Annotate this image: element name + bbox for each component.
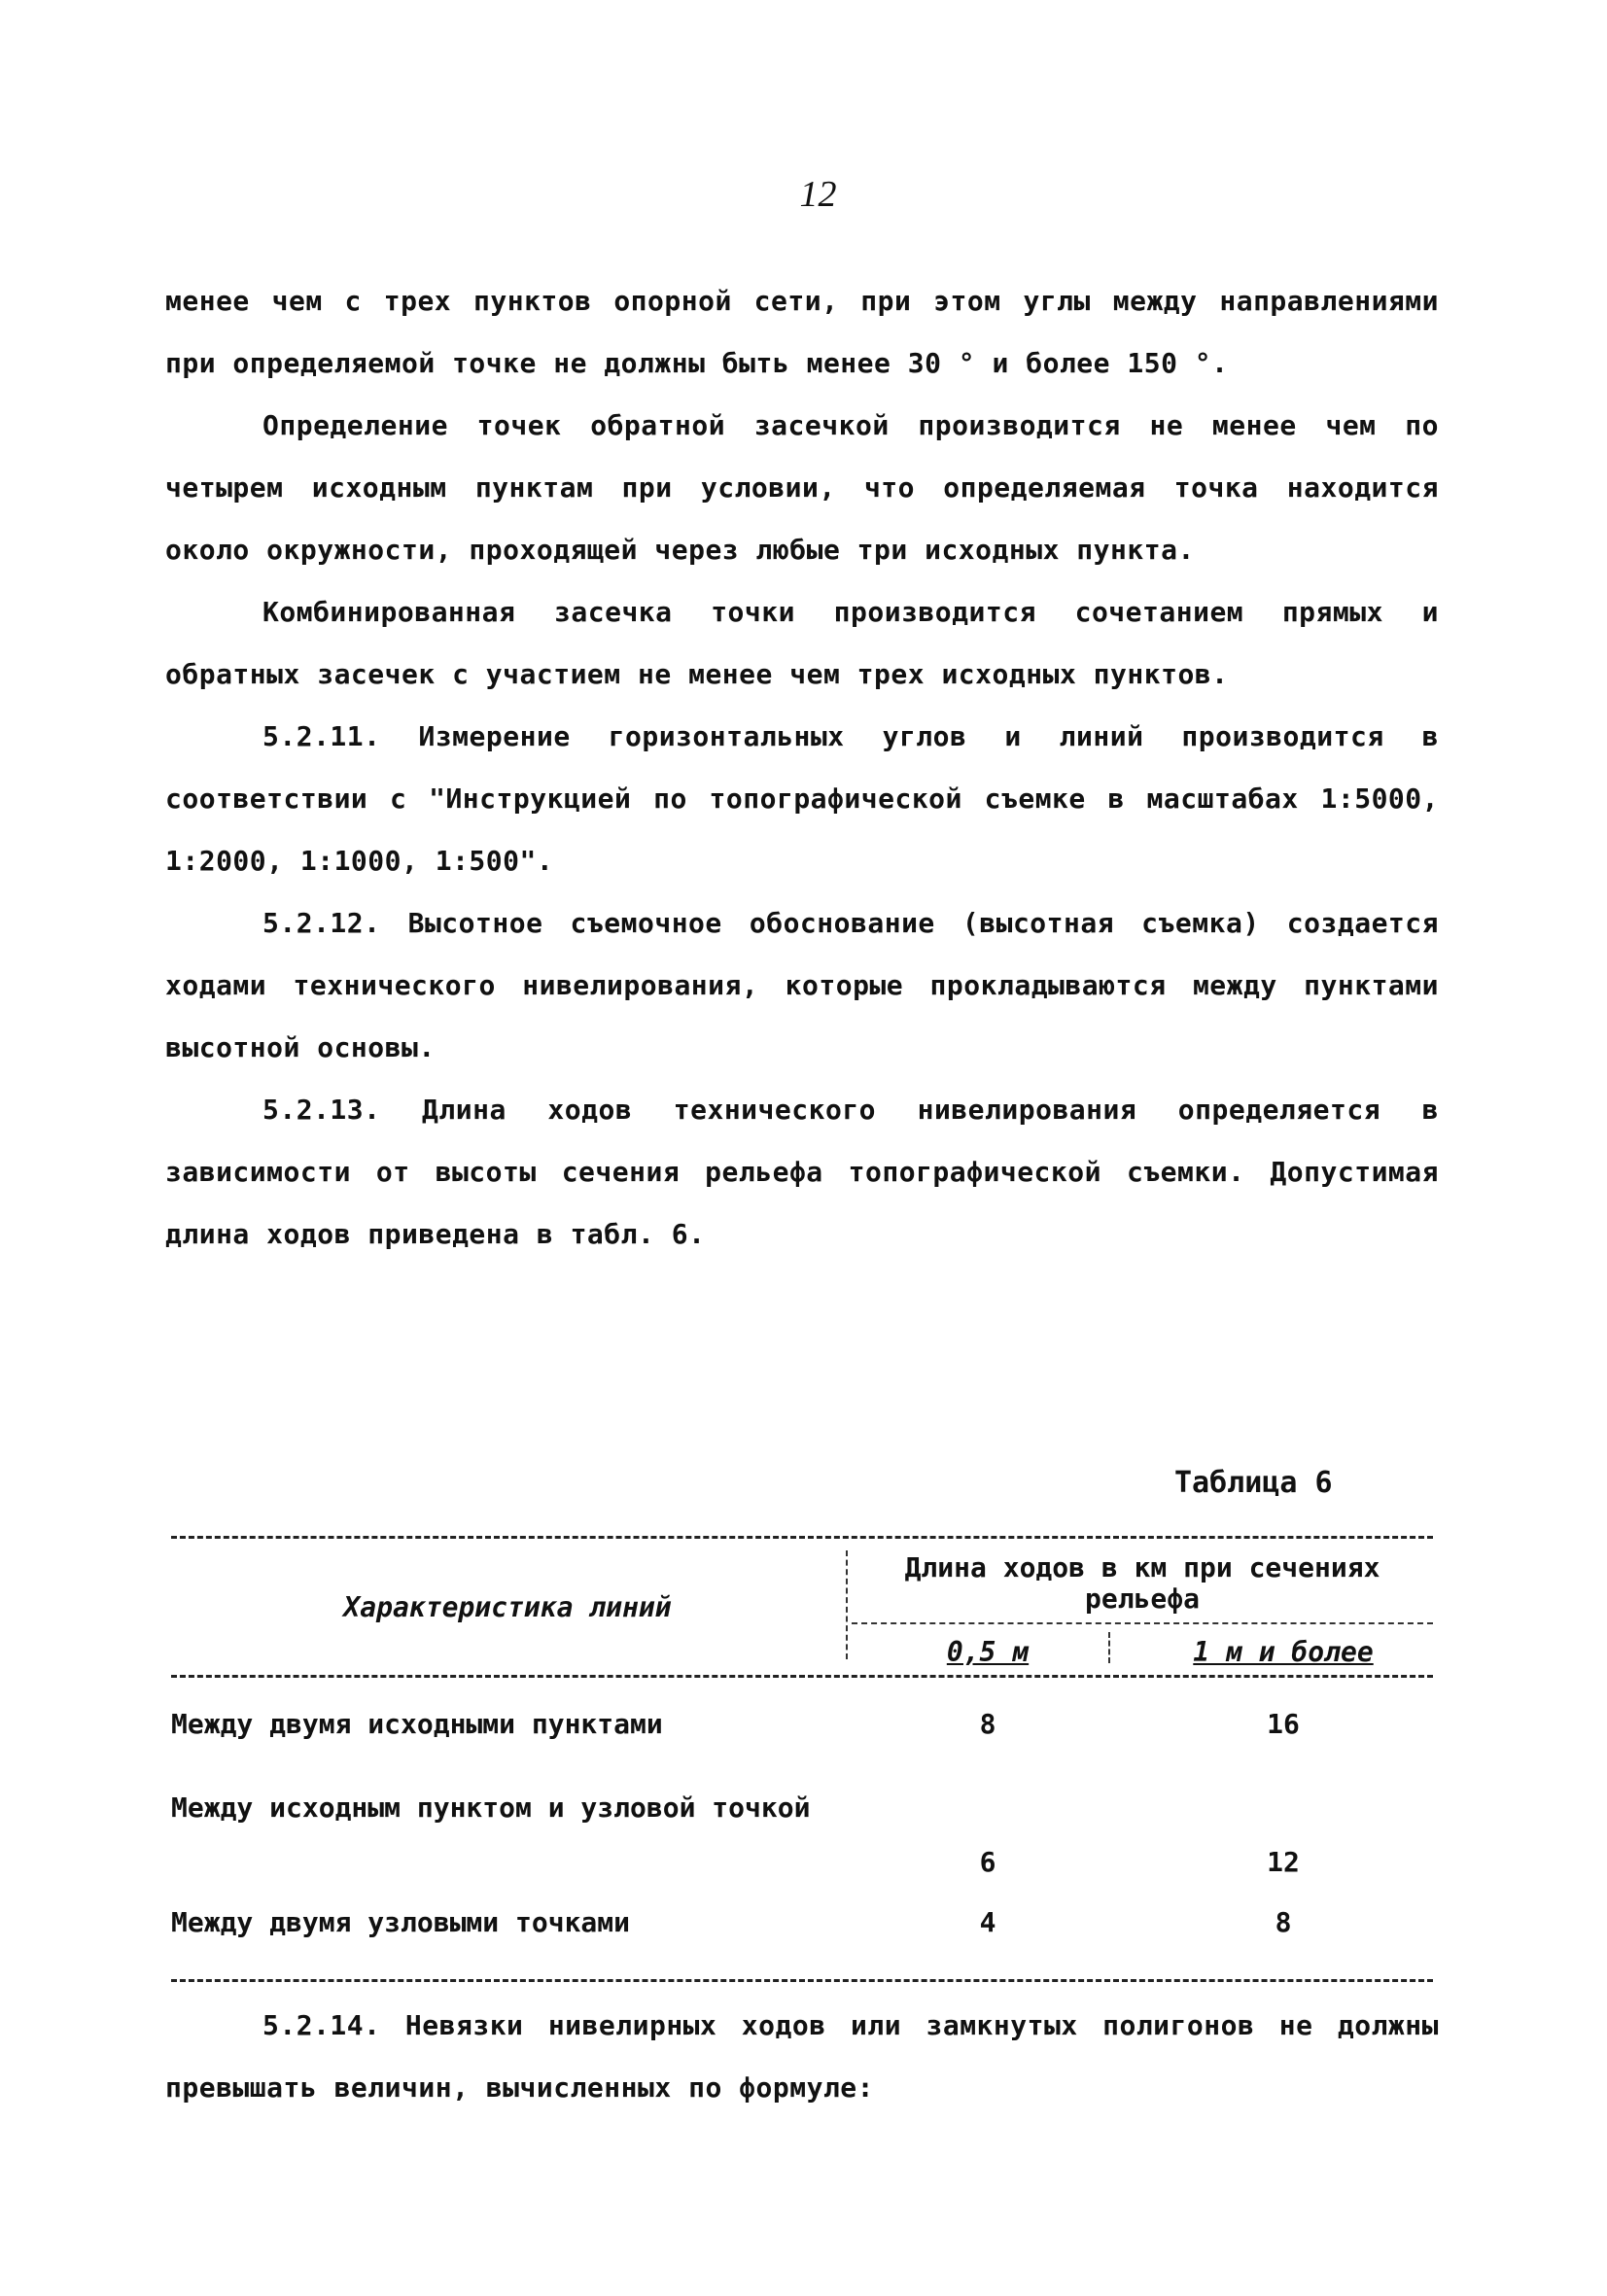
paragraph-6: 5.2.13. Длина ходов технического нивелирования определяется в зависимости от высоты сечения рельефа топографической съемки. Допустимая длина ходов приведена в табл. 6.: [165, 1094, 1439, 1250]
page-number: 12: [799, 174, 837, 215]
paragraph-7: 5.2.14. Невязки нивелирных ходов или замкнутых полигонов не должны превышать величин, вычисленных по формуле:: [165, 2009, 1439, 2104]
row-label: Между двумя исходными пунктами: [171, 1708, 663, 1740]
subheader-divider: [1108, 1632, 1110, 1663]
row-value-05m: 8: [979, 1708, 996, 1740]
row-value-05m: 4: [979, 1906, 996, 1938]
row-value-1m: 16: [1267, 1708, 1300, 1740]
table-6: [171, 1536, 1433, 1982]
text-block: [165, 270, 1439, 1266]
header-characteristic: Характеристика линий: [343, 1590, 672, 1623]
table-header: [171, 1539, 1433, 1675]
paragraph-1: менее чем с трех пунктов опорной сети, при этом углы между направлениями при определяемой точке не должны быть менее 30 ° и более 150 °.: [165, 285, 1439, 379]
subheader-rule: [852, 1622, 1433, 1624]
subheader-1m: 1 м и более: [1193, 1636, 1374, 1668]
text-block-after-table: [165, 1995, 1439, 2119]
paragraph-3: Комбинированная засечка точки производится сочетанием прямых и обратных засечек с участием не менее чем трех исходных пунктов.: [165, 596, 1439, 690]
row-value-1m: 8: [1275, 1906, 1292, 1938]
paragraph-2: Определение точек обратной засечкой производится не менее чем по четырем исходным пунктам при условии, что определяемая точка находится около окружности, проходящей через любые три исходных пункта.: [165, 409, 1439, 566]
row-label: Между двумя узловыми точками: [171, 1906, 631, 1938]
table-caption: Таблица 6: [1174, 1466, 1333, 1500]
table-row: [171, 1781, 1433, 1896]
row-value-1m: 12: [1267, 1846, 1300, 1878]
table-row: [171, 1697, 1433, 1781]
table-row: [171, 1896, 1433, 1979]
table-bottom-rule: [171, 1979, 1433, 1982]
paragraph-4: 5.2.11. Измерение горизонтальных углов и линий производится в соответствии с "Инструкцией по топографической съемке в масштабах 1:5000, 1:2000, 1:1000, 1:500".: [165, 720, 1439, 877]
header-length: Длина ходов в км при сечениях рельефа: [904, 1551, 1380, 1615]
row-label: Между исходным пунктом и узловой точкой: [171, 1792, 811, 1824]
subheader-05m: 0,5 м: [946, 1636, 1030, 1668]
row-value-05m: 6: [979, 1846, 996, 1878]
header-divider: [846, 1550, 848, 1659]
paragraph-5: 5.2.12. Высотное съемочное обоснование (высотная съемка) создается ходами технического нивелирования, которые прокладываются между пунктами высотной основы.: [165, 907, 1439, 1063]
